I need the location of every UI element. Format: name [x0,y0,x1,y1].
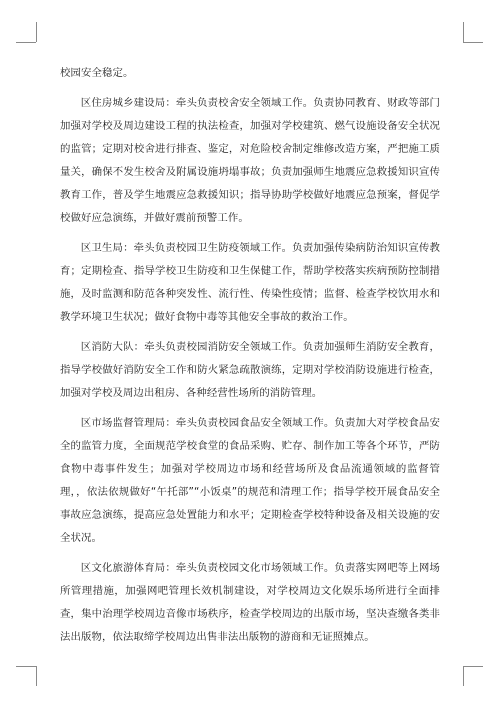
crop-mark-top-left-horizontal [16,42,36,43]
paragraph-fire-brigade: 区消防大队：牵头负责校园消防安全领域工作。负责加强师生消防安全教育，指导学校做好消防安全工作和防火紧急疏散演练，定期对学校消防设施进行检查，加强对学校及周边出租房、各种经营性场所的消防管理。 [60,341,440,399]
crop-mark-bottom-right-horizontal [463,666,483,667]
crop-mark-bottom-left-horizontal [16,666,36,667]
paragraph-housing-construction-bureau: 区住房城乡建设局：牵头负责校舍安全领域工作。负责协同教育、财政等部门加强对学校及周边建设工程的执法检查，加强对学校建筑、燃气设施设备安全状况的监管；定期对校舍进行排查、鉴定，对危险校舍制定维修改造方案，严把施工质量关，确保不发生校舍及附属设施坍塌事故；负责加强师生地震应急救援知识宣传教育工作，普及学生地震应急救援知识；指导协助学校做好地震应急预案，督促学校做好应急演练，并做好震前预警工作。 [60,97,440,224]
paragraph-culture-tourism-sports-bureau: 区文化旅游体育局：牵头负责校园文化市场领域工作。负责落实网吧等上网场所管理措施，加强网吧管理长效机制建设，对学校周边文化娱乐场所进行全面排查，集中治理学校周边音像市场秩序，检查学校周边的出版市场，坚决查缴各类非法出版物，依法取缔学校周边出售非法出版物的游商和无证照摊点。 [60,562,440,643]
crop-mark-top-right-horizontal [463,42,483,43]
crop-mark-top-left-vertical [36,22,37,42]
paragraph-market-supervision-bureau: 区市场监督管理局：牵头负责校园食品安全领域工作。负责加大对学校食品安全的监管力度，全面规范学校食堂的食品采购、贮存、制作加工等各个环节，严防食物中毒事件发生；加强对学校周边市场和经营场所及食品流通领域的监督管理，，依法依规做好“午托部”“小饭桌”的规范和清理工作；指导学校开展食品安全事故应急演练，提高应急处置能力和水平；定期检查学校特种设备及相关设施的安全状况。 [60,417,440,544]
paragraph-health-bureau: 区卫生局：牵头负责校园卫生防疫领域工作。负责加强传染病防治知识宣传教育；定期检查、指导学校卫生防疫和卫生保健工作，帮助学校落实疾病预防控制措施，及时监测和防范各种突发性、流行性、传染性疫情；监督、检查学校饮用水和教学环境卫生状况；做好食物中毒等其他安全事故的救治工作。 [60,242,440,323]
crop-mark-top-right-vertical [463,22,464,42]
crop-mark-bottom-right-vertical [463,666,464,686]
paragraph-continuation: 校园安全稳定。 [60,67,134,79]
crop-mark-bottom-left-vertical [36,666,37,686]
document-body [60,62,440,649]
